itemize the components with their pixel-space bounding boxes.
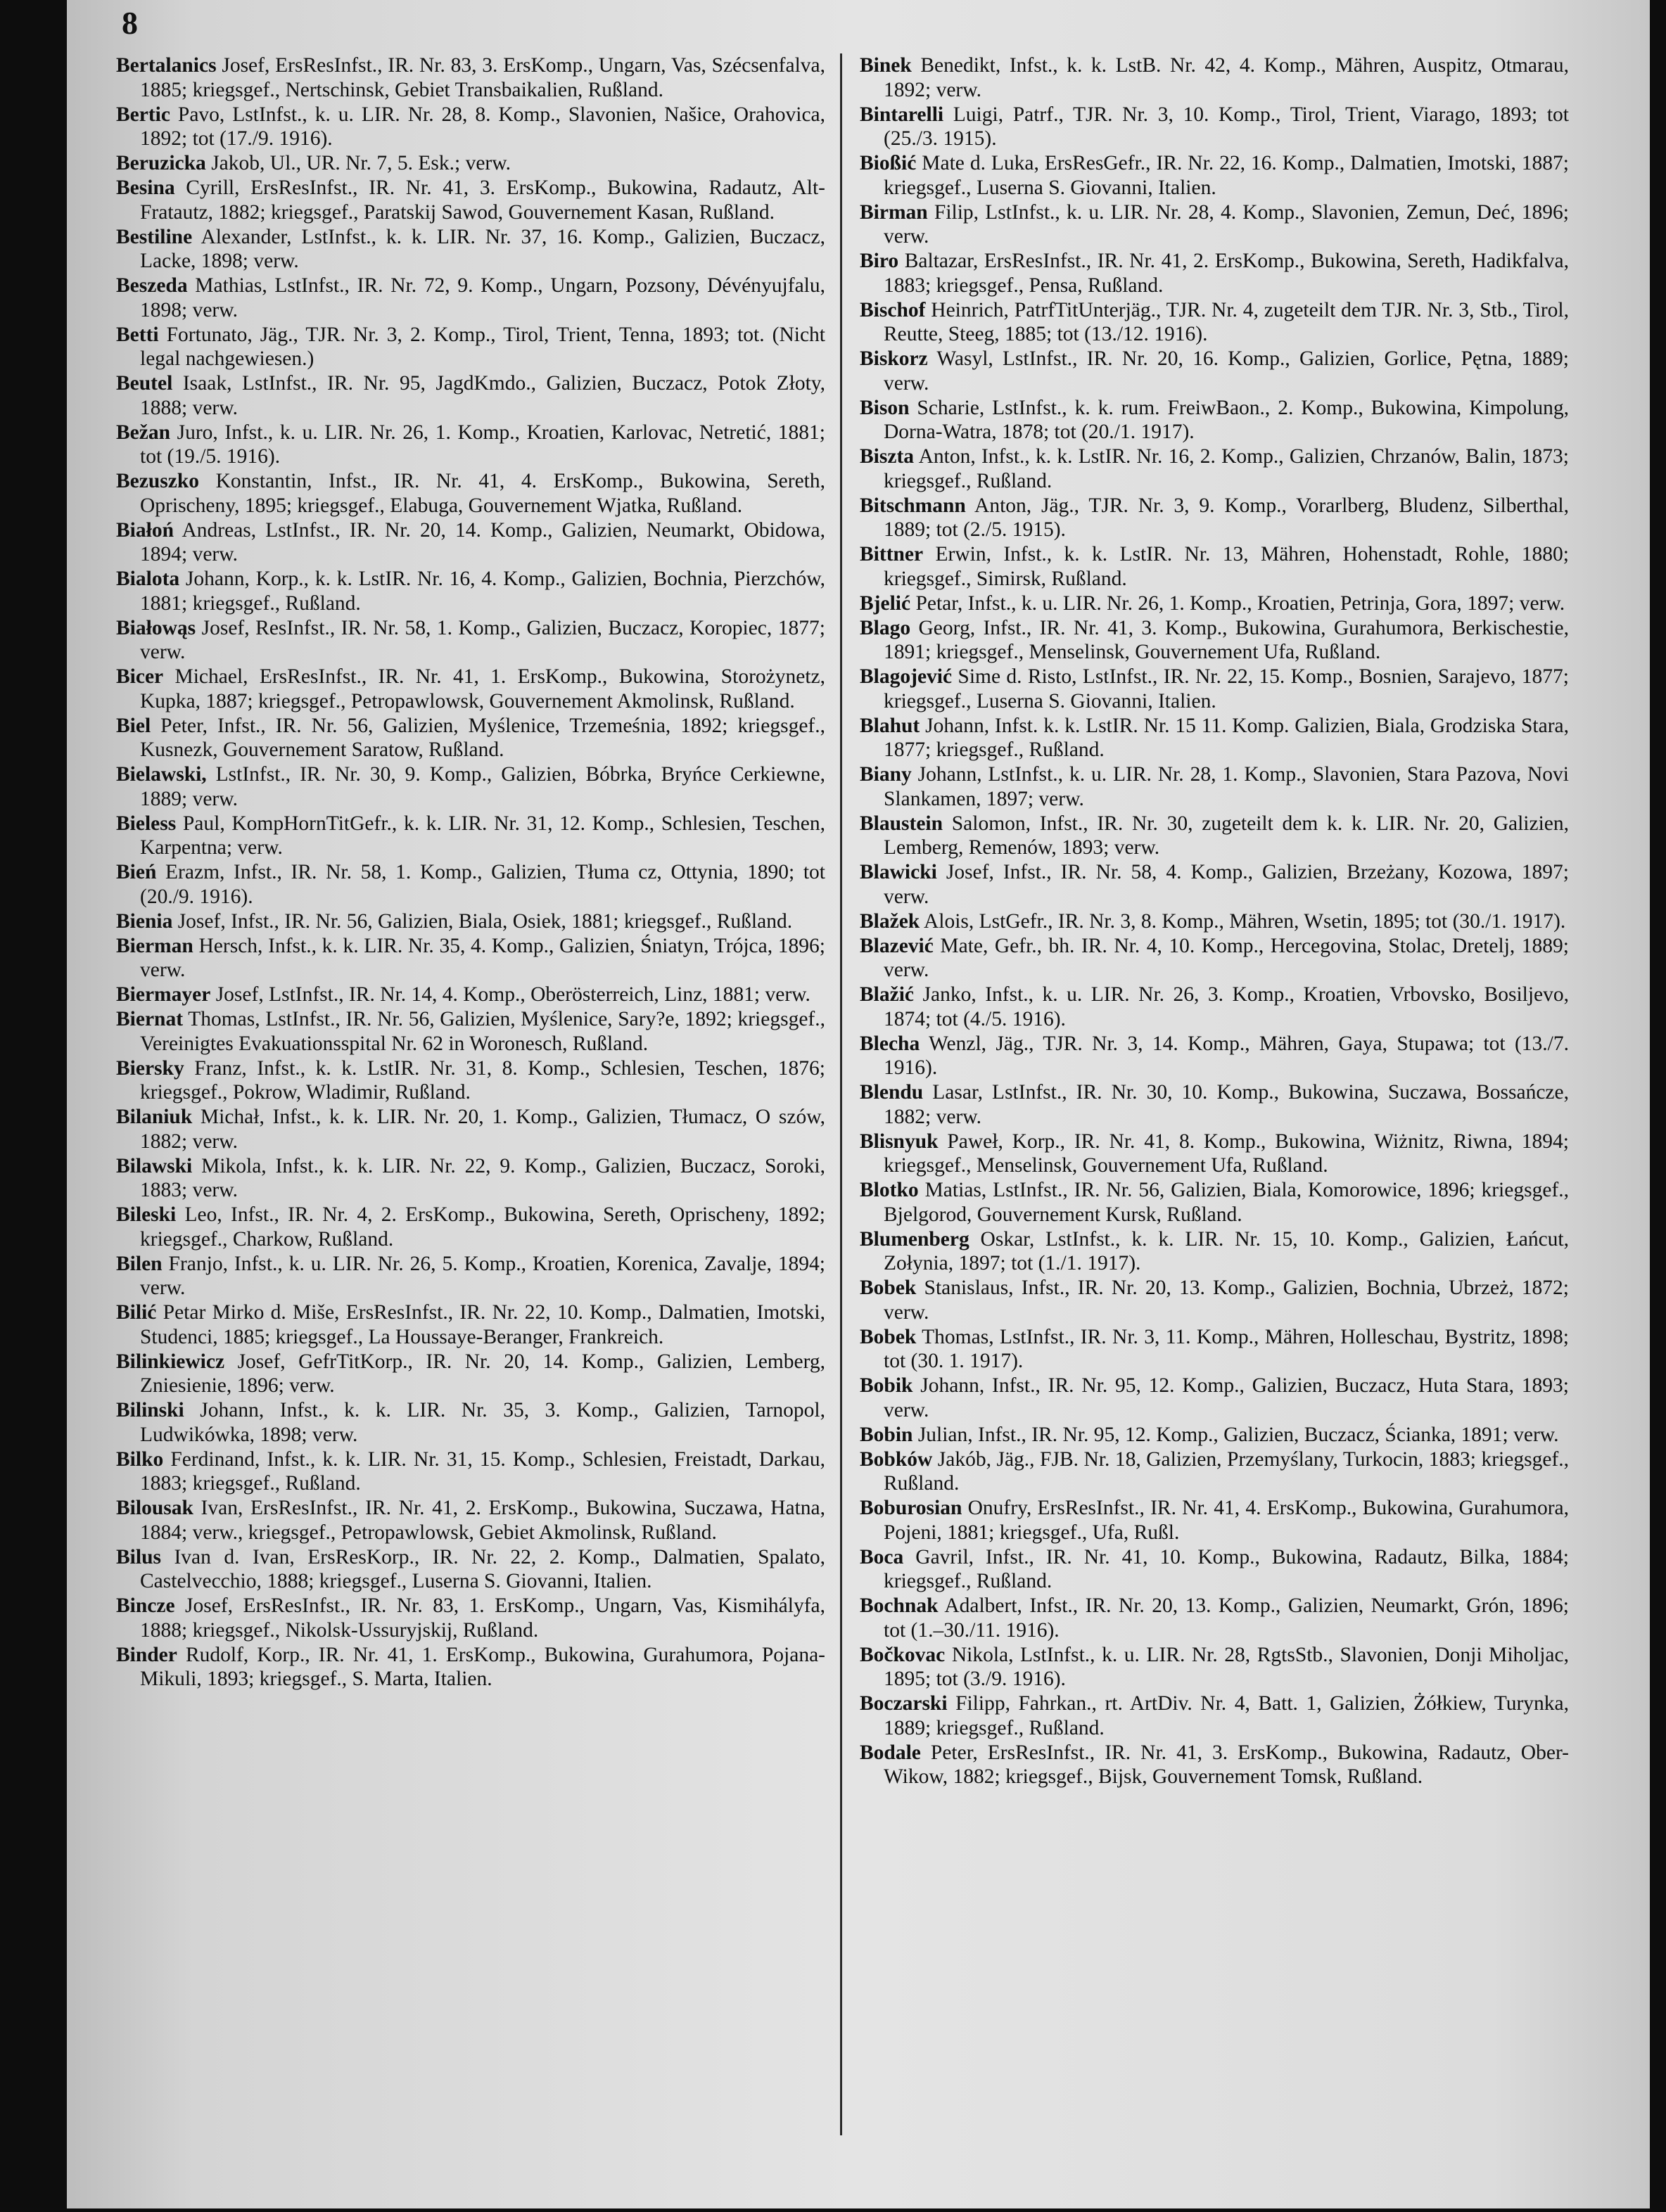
entry-details: Hersch, Infst., k. k. LIR. Nr. 35, 4. Komp., Galizien, Śniatyn, Trójca, 1896; verw. <box>140 934 825 981</box>
register-entry <box>860 200 1569 249</box>
entry-details: Sime d. Risto, LstInfst., IR. Nr. 22, 15. Komp., Bosnien, Sarajevo, 1877; kriegsgef., Luserna S. Giovanni, Italien. <box>884 665 1569 712</box>
entry-details: Alexander, LstInfst., k. k. LIR. Nr. 37, 16. Komp., Galizien, Buczacz, Lacke, 1898; verw. <box>140 225 825 272</box>
entry-surname: Bień <box>116 861 157 883</box>
register-entry <box>860 1080 1569 1129</box>
entry-surname: Biro <box>860 250 899 272</box>
register-entry <box>860 1276 1569 1324</box>
entry-surname: Bezuszko <box>116 470 199 492</box>
register-entry <box>860 1423 1569 1447</box>
entry-surname: Bočkovac <box>860 1643 946 1666</box>
entry-details: Cyrill, ErsResInfst., IR. Nr. 41, 3. ErsKomp., Bukowina, Radautz, Alt-Fratautz, 1882; kriegsgef., Paratskij Sawod, Gouvernement Kasan, Rußland. <box>140 177 825 224</box>
entry-surname: Bicer <box>116 665 164 688</box>
register-entry <box>116 1056 825 1105</box>
entry-details: Josef, Infst., IR. Nr. 58, 4. Komp., Galizien, Brzeżany, Kozowa, 1897; verw. <box>884 861 1569 908</box>
entry-details: Leo, Infst., IR. Nr. 4, 2. ErsKomp., Bukowina, Sereth, Oprischeny, 1892; kriegsgef., Charkow, Rußland. <box>140 1203 825 1251</box>
entry-details: Fortunato, Jäg., TJR. Nr. 3, 2. Komp., Tirol, Trient, Tenna, 1893; tot. (Nicht legal nachgewiesen.) <box>140 323 825 370</box>
register-entry <box>860 1692 1569 1740</box>
page-number: 8 <box>122 5 138 41</box>
register-entry <box>116 1300 825 1349</box>
register-entry <box>860 1447 1569 1496</box>
register-entry <box>116 1545 825 1594</box>
register-entry <box>860 396 1569 445</box>
entry-surname: Bischof <box>860 298 926 321</box>
entry-surname: Boca <box>860 1545 904 1568</box>
register-entry <box>116 469 825 518</box>
entry-details: Erwin, Infst., k. k. LstIR. Nr. 13, Mähren, Hohenstadt, Rohle, 1880; kriegsgef., Simirsk, Rußland. <box>884 543 1569 590</box>
entry-surname: Bobek <box>860 1277 917 1299</box>
register-entry <box>116 1350 825 1398</box>
register-entry <box>116 714 825 762</box>
register-entry <box>860 1227 1569 1276</box>
entry-details: Rudolf, Korp., IR. Nr. 41, 1. ErsKomp., Bukowina, Gurahumora, Pojana-Mikuli, 1893; kriegsgef., S. Marta, Italien. <box>140 1643 825 1690</box>
entry-details: Oskar, LstInfst., k. k. LIR. Nr. 15, 10. Komp., Galizien, Łańcut, Zołynia, 1897; tot (1./1. 1917). <box>884 1227 1569 1274</box>
entry-surname: Białoń <box>116 518 174 542</box>
register-entry <box>116 1105 825 1153</box>
entry-details: Erazm, Infst., IR. Nr. 58, 1. Komp., Galizien, Tłuma cz, Ottynia, 1890; tot (20./9. 1916). <box>140 861 825 908</box>
register-entry <box>116 860 825 909</box>
register-entry <box>860 1130 1569 1178</box>
document-page <box>67 0 1650 2208</box>
entry-surname: Blendu <box>860 1081 924 1104</box>
register-entry <box>116 1496 825 1545</box>
entry-details: Johann, Infst., k. k. LIR. Nr. 35, 3. Komp., Galizien, Tarnopol, Ludwikówka, 1898; verw. <box>140 1399 825 1446</box>
register-entry <box>116 176 825 224</box>
register-entry <box>116 371 825 420</box>
register-entry <box>116 274 825 322</box>
entry-details: Baltazar, ErsResInfst., IR. Nr. 41, 2. ErsKomp., Bukowina, Sereth, Hadikfalva, 1883; kriegsgef., Pensa, Rußland. <box>884 250 1569 297</box>
entry-surname: Beutel <box>116 372 173 395</box>
entry-surname: Bioßić <box>860 152 917 174</box>
entry-details: Mikola, Infst., k. k. LIR. Nr. 22, 9. Komp., Galizien, Buczacz, Soroki, 1883; verw. <box>140 1154 825 1201</box>
entry-details: Salomon, Infst., IR. Nr. 30, zugeteilt dem k. k. LIR. Nr. 20, Galizien, Lemberg, Remenów, 1893; verw. <box>884 812 1569 859</box>
register-entry <box>860 1496 1569 1545</box>
entry-details: Filipp, Fahrkan., rt. ArtDiv. Nr. 4, Batt. 1, Galizien, Żółkiew, Turynka, 1889; kriegsgef., Rußland. <box>884 1692 1569 1739</box>
entry-details: LstInfst., IR. Nr. 30, 9. Komp., Galizien, Bóbrka, Bryńce Cerkiewne, 1889; verw. <box>140 763 825 810</box>
entry-surname: Bobek <box>860 1325 917 1348</box>
entry-surname: Bežan <box>116 421 171 444</box>
register-entry <box>860 542 1569 591</box>
entry-details: Mathias, LstInfst., IR. Nr. 72, 9. Komp., Ungarn, Pozsony, Dévényujfalu, 1898; verw. <box>140 274 825 321</box>
register-entry <box>860 1741 1569 1789</box>
entry-details: Johann, LstInfst., k. u. LIR. Nr. 28, 1. Komp., Slavonien, Stara Pazova, Novi Slankamen, 1897; verw. <box>884 763 1569 810</box>
entry-details: Jakób, Jäg., FJB. Nr. 18, Galizien, Przemyślany, Turkocin, 1883; kriegsgef., Rußland. <box>884 1447 1569 1495</box>
entry-details: Peter, ErsResInfst., IR. Nr. 41, 3. ErsKomp., Bukowina, Radautz, Ober-Wikow, 1882; kriegsgef., Bijsk, Gouvernement Tomsk, Rußland. <box>884 1741 1569 1788</box>
entry-surname: Bestiline <box>116 225 193 248</box>
entry-surname: Beszeda <box>116 274 188 297</box>
entry-surname: Bincze <box>116 1594 175 1617</box>
entry-surname: Bilawski <box>116 1154 193 1177</box>
left-column <box>116 53 825 1692</box>
register-entry <box>116 1007 825 1056</box>
entry-surname: Biel <box>116 714 151 737</box>
entry-surname: Bittner <box>860 543 924 565</box>
register-entry <box>116 762 825 811</box>
register-entry <box>116 323 825 371</box>
entry-surname: Bierman <box>116 934 193 957</box>
register-entry <box>116 1594 825 1642</box>
entry-details: Julian, Infst., IR. Nr. 95, 12. Komp., Galizien, Buczacz, Ścianka, 1891; verw. <box>913 1423 1559 1446</box>
register-entry <box>860 1545 1569 1594</box>
register-entry <box>860 934 1569 983</box>
entry-details: Paul, KompHornTitGefr., k. k. LIR. Nr. 31, 12. Komp., Schlesien, Teschen, Karpentna; verw. <box>140 812 825 859</box>
register-entry <box>860 983 1569 1031</box>
entry-details: Franz, Infst., k. k. LstIR. Nr. 31, 8. Komp., Schlesien, Teschen, 1876; kriegsgef., Pokrow, Wladimir, Rußland. <box>140 1056 825 1104</box>
register-entry <box>860 151 1569 200</box>
register-entry <box>116 616 825 665</box>
entry-details: Johann, Infst. k. k. LstIR. Nr. 15 11. Komp. Galizien, Biala, Grodziska Stara, 1877; kriegsgef., Rußland. <box>884 714 1569 761</box>
entry-surname: Bilinkiewicz <box>116 1350 225 1373</box>
register-entry <box>860 812 1569 860</box>
entry-details: Isaak, LstInfst., IR. Nr. 95, JagdKmdo., Galizien, Buczacz, Potok Złoty, 1888; verw. <box>140 372 825 419</box>
register-entry <box>116 812 825 860</box>
register-entry <box>116 1447 825 1496</box>
register-entry <box>116 1252 825 1300</box>
register-entry <box>116 151 825 176</box>
entry-details: Anton, Jäg., TJR. Nr. 3, 9. Komp., Vorarlberg, Bludenz, Silberthal, 1889; tot (2./5. 1915). <box>884 494 1569 541</box>
entry-details: Onufry, ErsResInfst., IR. Nr. 41, 4. ErsKomp., Bukowina, Gurahumora, Pojeni, 1881; kriegsgef., Ufa, Rußl. <box>884 1497 1569 1544</box>
entry-surname: Bilinski <box>116 1399 184 1421</box>
register-entry <box>860 665 1569 713</box>
register-entry <box>860 1178 1569 1227</box>
entry-details: Lasar, LstInfst., IR. Nr. 30, 10. Komp., Bukowina, Suczawa, Bossańcze, 1882; verw. <box>884 1081 1569 1128</box>
register-entry <box>116 934 825 983</box>
entry-surname: Blazević <box>860 934 934 957</box>
entry-surname: Bintarelli <box>860 103 944 126</box>
entry-details: Peter, Infst., IR. Nr. 56, Galizien, Myślenice, Trzemeśnia, 1892; kriegsgef., Kusnezk, Gouvernement Saratow, Rußland. <box>140 714 825 761</box>
register-entry <box>860 1643 1569 1692</box>
entry-surname: Bodale <box>860 1741 921 1764</box>
entry-details: Thomas, LstInfst., IR. Nr. 3, 11. Komp., Mähren, Holleschau, Bystritz, 1898; tot (30. 1. 1917). <box>884 1325 1569 1372</box>
entry-details: Josef, Infst., IR. Nr. 56, Galizien, Biala, Osiek, 1881; kriegsgef., Rußland. <box>172 909 793 933</box>
register-entry <box>116 518 825 567</box>
entry-details: Petar Mirko d. Miše, ErsResInfst., IR. Nr. 22, 10. Komp., Dalmatien, Imotski, Studenci, 1885; kriegsgef., La Houssaye-Beranger, Frankreich. <box>140 1301 825 1348</box>
entry-details: Andreas, LstInfst., IR. Nr. 20, 14. Komp., Galizien, Neumarkt, Obidowa, 1894; verw. <box>140 518 825 565</box>
entry-surname: Bobik <box>860 1374 913 1397</box>
entry-surname: Biany <box>860 763 912 786</box>
register-entry <box>116 225 825 274</box>
entry-details: Michael, ErsResInfst., IR. Nr. 41, 1. ErsKomp., Bukowina, Storożynetz, Kupka, 1887; kriegsgef., Petropawlowsk, Gouvernement Akmolinsk, Rußland. <box>140 665 825 712</box>
entry-surname: Bitschmann <box>860 494 966 517</box>
register-entry <box>116 421 825 469</box>
entry-details: Mate d. Luka, ErsResGefr., IR. Nr. 22, 16. Komp., Dalmatien, Imotski, 1887; kriegsgef., Luserna S. Giovanni, Italien. <box>884 152 1569 199</box>
register-entry <box>116 1203 825 1251</box>
entry-details: Johann, Korp., k. k. LstIR. Nr. 16, 4. Komp., Galizien, Bochnia, Pierzchów, 1881; kriegsgef., Rußland. <box>140 568 825 615</box>
entry-details: Alois, LstGefr., IR. Nr. 3, 8. Komp., Mähren, Wsetin, 1895; tot (30./1. 1917). <box>920 909 1566 933</box>
entry-details: Gavril, Infst., IR. Nr. 41, 10. Komp., Bukowina, Radautz, Bilka, 1884; kriegsgef., Rußland. <box>884 1545 1569 1592</box>
entry-surname: Blawicki <box>860 861 937 883</box>
entry-details: Wasyl, LstInfst., IR. Nr. 20, 16. Komp., Galizien, Gorlice, Pętna, 1889; verw. <box>884 347 1569 395</box>
entry-surname: Binek <box>860 54 912 77</box>
entry-surname: Blažek <box>860 909 920 933</box>
register-entry <box>860 1032 1569 1080</box>
register-entry <box>860 298 1569 347</box>
register-entry <box>116 983 825 1007</box>
entry-surname: Blažić <box>860 983 915 1006</box>
entry-surname: Bochnak <box>860 1594 939 1617</box>
entry-details: Nikola, LstInfst., k. u. LIR. Nr. 28, RgtsStb., Slavonien, Donji Miholjac, 1895; tot (3./9. 1916). <box>884 1643 1569 1690</box>
entry-surname: Bienia <box>116 909 173 933</box>
entry-details: Josef, ErsResInfst., IR. Nr. 83, 1. ErsKomp., Ungarn, Vas, Kismihályfa, 1888; kriegsgef., Nikolsk-Ussuryjskij, Rußland. <box>140 1594 825 1642</box>
entry-surname: Blago <box>860 616 911 639</box>
register-entry <box>116 53 825 102</box>
entry-surname: Bielawski, <box>116 763 207 786</box>
right-column <box>860 53 1569 1789</box>
entry-details: Konstantin, Infst., IR. Nr. 41, 4. ErsKomp., Bukowina, Sereth, Oprischeny, 1895; kriegsgef., Elabuga, Gouvernement Wjatka, Rußland. <box>140 470 825 517</box>
entry-details: Mate, Gefr., bh. IR. Nr. 4, 10. Komp., Hercegovina, Stolac, Dretelj, 1889; verw. <box>884 934 1569 981</box>
register-entry <box>860 860 1569 909</box>
entry-surname: Bobków <box>860 1447 933 1471</box>
register-entry <box>860 762 1569 811</box>
entry-surname: Białowąs <box>116 616 196 639</box>
register-entry <box>116 1154 825 1203</box>
entry-surname: Blumenberg <box>860 1227 969 1251</box>
register-entry <box>860 103 1569 151</box>
entry-details: Jakob, Ul., UR. Nr. 7, 5. Esk.; verw. <box>205 152 511 174</box>
entry-surname: Blaustein <box>860 812 943 835</box>
entry-surname: Bilko <box>116 1447 164 1471</box>
entry-details: Thomas, LstInfst., IR. Nr. 56, Galizien, Myślenice, Sary?e, 1892; kriegsgef., Vereinigtes Evakuationsspital Nr. 62 in Woronesch, Rußland. <box>140 1008 825 1055</box>
entry-surname: Bilen <box>116 1252 163 1275</box>
register-entry <box>860 347 1569 395</box>
entry-surname: Blagojević <box>860 665 953 688</box>
entry-details: Janko, Infst., k. u. LIR. Nr. 26, 3. Komp., Kroatien, Vrbovsko, Bosiljevo, 1874; tot (4./5. 1916). <box>884 983 1569 1030</box>
entry-details: Wenzl, Jäg., TJR. Nr. 3, 14. Komp., Mähren, Gaya, Stupawa; tot (13./7. 1916). <box>884 1032 1569 1079</box>
entry-surname: Boczarski <box>860 1692 948 1715</box>
entry-details: Pavo, LstInfst., k. u. LIR. Nr. 28, 8. Komp., Slavonien, Našice, Orahovica, 1892; tot (17./9. 1916). <box>140 103 825 150</box>
entry-surname: Bieless <box>116 812 177 835</box>
register-entry <box>860 592 1569 616</box>
entry-details: Josef, GefrTitKorp., IR. Nr. 20, 14. Komp., Galizien, Lemberg, Zniesienie, 1896; verw. <box>140 1350 825 1397</box>
entry-details: Ivan, ErsResInfst., IR. Nr. 41, 2. ErsKomp., Bukowina, Suczawa, Hatna, 1884; verw., kriegsgef., Petropawlowsk, Gebiet Akmolinsk, Rußland. <box>140 1497 825 1544</box>
entry-details: Paweł, Korp., IR. Nr. 41, 8. Komp., Bukowina, Wiżnitz, Riwna, 1894; kriegsgef., Menselinsk, Gouvernement Ufa, Rußland. <box>884 1130 1569 1177</box>
entry-surname: Bilus <box>116 1545 161 1568</box>
register-entry <box>116 1643 825 1692</box>
entry-surname: Bjelić <box>860 592 911 615</box>
entry-details: Matias, LstInfst., IR. Nr. 56, Galizien, Biala, Komorowice, 1896; kriegsgef., Bjelgorod, Gouvernement Kursk, Rußland. <box>884 1179 1569 1226</box>
entry-details: Scharie, LstInfst., k. k. rum. FreiwBaon., 2. Komp., Bukowina, Kimpolung, Dorna-Watra, 1878; tot (20./1. 1917). <box>884 396 1569 443</box>
entry-surname: Blecha <box>860 1032 920 1055</box>
entry-surname: Bilousak <box>116 1497 193 1519</box>
entry-surname: Bertalanics <box>116 54 217 77</box>
entry-details: Ferdinand, Infst., k. k. LIR. Nr. 31, 15. Komp., Schlesien, Freistadt, Darkau, 1883; kriegsgef., Rußland. <box>140 1447 825 1495</box>
entry-surname: Boburosian <box>860 1497 962 1519</box>
entry-surname: Beruzicka <box>116 152 206 174</box>
entry-surname: Bilaniuk <box>116 1106 193 1128</box>
column-divider <box>840 53 842 2135</box>
register-entry <box>860 53 1569 102</box>
entry-details: Filip, LstInfst., k. u. LIR. Nr. 28, 4. Komp., Slavonien, Zemun, Deć, 1896; verw. <box>884 200 1569 248</box>
entry-surname: Bison <box>860 396 910 419</box>
register-entry <box>860 909 1569 934</box>
entry-surname: Birman <box>860 200 928 224</box>
register-entry <box>860 1594 1569 1642</box>
entry-details: Benedikt, Infst., k. k. LstB. Nr. 42, 4. Komp., Mähren, Auspitz, Otmarau, 1892; verw. <box>884 54 1569 101</box>
entry-surname: Biskorz <box>860 347 928 370</box>
entry-surname: Bertic <box>116 103 170 126</box>
register-entry <box>116 103 825 151</box>
entry-details: Juro, Infst., k. u. LIR. Nr. 26, 1. Komp., Kroatien, Karlovac, Netretić, 1881; tot (19./5. 1916). <box>140 421 825 468</box>
entry-details: Franjo, Infst., k. u. LIR. Nr. 26, 5. Komp., Kroatien, Korenica, Zavalje, 1894; verw. <box>140 1252 825 1299</box>
entry-surname: Biszta <box>860 445 915 468</box>
entry-surname: Biermayer <box>116 983 211 1006</box>
entry-surname: Bobin <box>860 1423 913 1446</box>
entry-details: Ivan d. Ivan, ErsResKorp., IR. Nr. 22, 2. Komp., Dalmatien, Spalato, Castelvecchio, 1888; kriegsgef., Luserna S. Giovanni, Italien. <box>140 1545 825 1592</box>
entry-details: Heinrich, PatrfTitUnterjäg., TJR. Nr. 4, zugeteilt dem TJR. Nr. 3, Stb., Tirol, Reutte, Steeg, 1885; tot (13./12. 1916). <box>884 298 1569 345</box>
entry-surname: Biersky <box>116 1056 184 1080</box>
entry-details: Josef, LstInfst., IR. Nr. 14, 4. Komp., Oberösterreich, Linz, 1881; verw. <box>210 983 810 1006</box>
entry-surname: Blisnyuk <box>860 1130 939 1153</box>
entry-details: Georg, Infst., IR. Nr. 41, 3. Komp., Bukowina, Gurahumora, Berkischestie, 1891; kriegsgef., Menselinsk, Gouvernement Ufa, Rußland. <box>884 616 1569 663</box>
entry-surname: Besina <box>116 177 175 199</box>
entry-surname: Biernat <box>116 1008 184 1030</box>
register-entry <box>860 494 1569 542</box>
entry-details: Johann, Infst., IR. Nr. 95, 12. Komp., Galizien, Buczacz, Huta Stara, 1893; verw. <box>884 1374 1569 1421</box>
register-entry <box>860 249 1569 298</box>
entry-surname: Betti <box>116 323 159 346</box>
entry-details: Michał, Infst., k. k. LIR. Nr. 20, 1. Komp., Galizien, Tłumacz, O szów, 1882; verw. <box>140 1106 825 1153</box>
entry-surname: Blahut <box>860 714 920 737</box>
register-entry <box>860 1325 1569 1374</box>
entry-details: Petar, Infst., k. u. LIR. Nr. 26, 1. Komp., Kroatien, Petrinja, Gora, 1897; verw. <box>910 592 1565 615</box>
register-entry <box>860 616 1569 665</box>
register-entry <box>860 1374 1569 1422</box>
entry-surname: Binder <box>116 1643 177 1666</box>
entry-details: Anton, Infst., k. k. LstIR. Nr. 16, 2. Komp., Galizien, Chrzanów, Balin, 1873; kriegsgef., Rußland. <box>884 445 1569 492</box>
entry-details: Luigi, Patrf., TJR. Nr. 3, 10. Komp., Tirol, Trient, Viarago, 1893; tot (25./3. 1915). <box>884 103 1569 150</box>
entry-details: Adalbert, Infst., IR. Nr. 20, 13. Komp., Galizien, Neumarkt, Grón, 1896; tot (1.–30./11. 1916). <box>884 1594 1569 1642</box>
entry-details: Stanislaus, Infst., IR. Nr. 20, 13. Komp., Galizien, Bochnia, Ubrzeż, 1872; verw. <box>884 1277 1569 1324</box>
register-entry <box>860 445 1569 493</box>
entry-surname: Bialota <box>116 568 180 590</box>
register-entry <box>116 909 825 934</box>
register-entry <box>860 714 1569 762</box>
entry-details: Josef, ResInfst., IR. Nr. 58, 1. Komp., Galizien, Buczacz, Koropiec, 1877; verw. <box>140 616 825 663</box>
entry-surname: Blotko <box>860 1179 919 1201</box>
entry-surname: Bileski <box>116 1203 177 1226</box>
register-entry <box>116 665 825 713</box>
register-entry <box>116 567 825 615</box>
entry-details: Josef, ErsResInfst., IR. Nr. 83, 3. ErsKomp., Ungarn, Vas, Szécsenfalva, 1885; kriegsgef., Nertschinsk, Gebiet Transbaikalien, Rußland. <box>140 54 825 101</box>
entry-surname: Bilić <box>116 1301 157 1324</box>
register-entry <box>116 1398 825 1447</box>
